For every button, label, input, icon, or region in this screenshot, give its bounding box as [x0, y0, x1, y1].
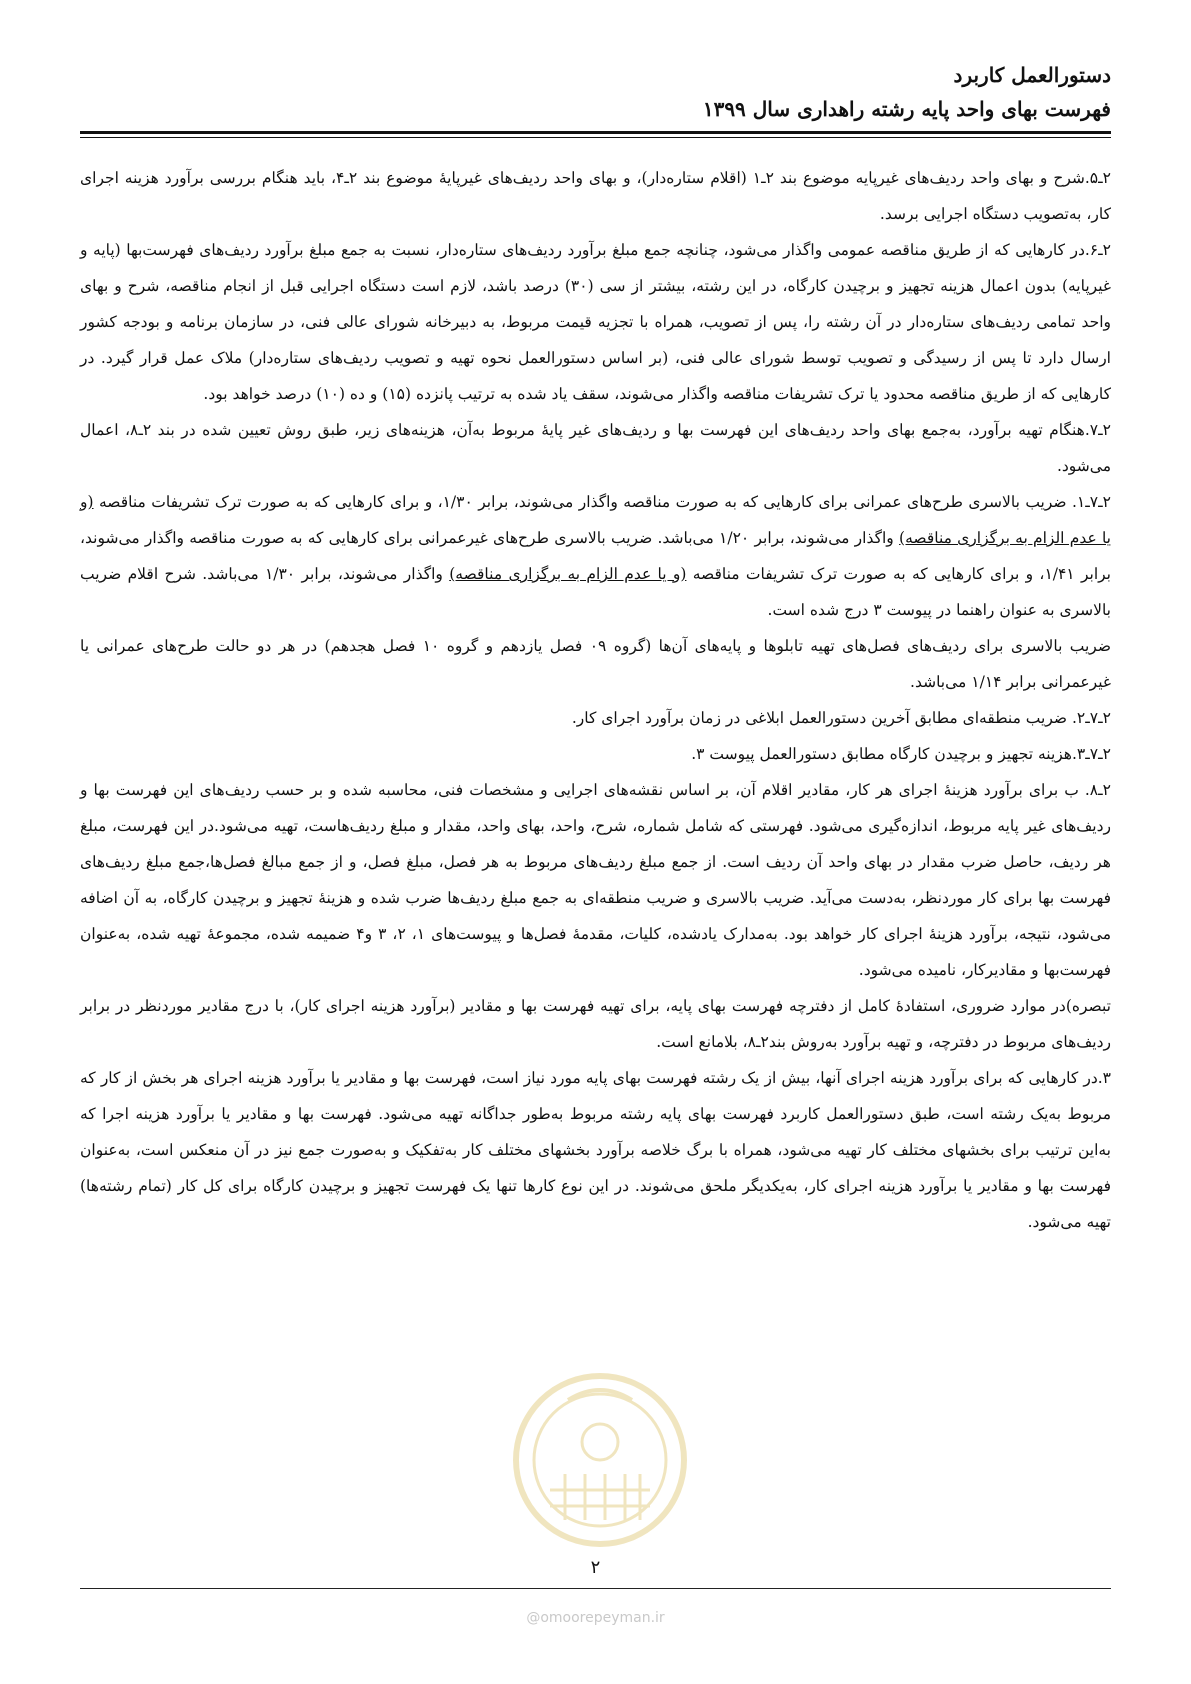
paragraph-2-7-3: ۲ـ۷ـ۳.هزینه تجهیز و برچیدن کارگاه مطابق دستورالعمل پیوست ۳. [691, 745, 1111, 763]
watermark-url: @omoorepeyman.ir [526, 1610, 665, 1626]
document-body [80, 160, 1111, 1240]
footer-rule [80, 1588, 1111, 1589]
page-header [80, 58, 1111, 126]
paragraph-2-7-1-part-b: واگذار می‌شوند، برابر ۱/۲۰ می‌باشد. ضریب بالاسری طرح‌های غیرعمرانی برای کارهایی که به صورت مناقصه واگذار می‌شوند، برابر ۱/۴۱، و برای کارهایی که به صورت ترک تشریفات مناقصه [80, 529, 1111, 583]
underlined-clause: (و یا عدم الزام به برگزاری مناقصه) [449, 565, 687, 583]
underlined-clause: (و یا عدم الزام به برگزاری مناقصه) [80, 493, 1111, 547]
paragraph-2-7-1-part-a: ۲ـ۷ـ۱. ضریب بالاسری طرح‌های عمرانی برای کارهایی که به صورت مناقصه واگذار می‌شوند، برابر ۱/۳۰، و برای کارهایی که به صورت ترک تشریفات مناقصه [93, 493, 1111, 511]
paragraph-note: تبصره)در موارد ضروری، استفادهٔ کامل از دفترچه فهرست بهای پایه، برای تهیه فهرست بها و مقادیر (برآورد هزینه اجرای کار)، با درج مقادیر موردنظر در برابر ردیف‌های مربوط در دفترچه، و تهیه برآورد به‌روش بند۲ـ۸، بلامانع است. [80, 997, 1111, 1051]
paragraph-3: ۳.در کارهایی که برای برآورد هزینه اجرای آنها، بیش از یک رشته فهرست بهای پایه مورد نیاز است، فهرست بها و مقادیر یا برآورد هزینه اجرای هر بخش از کار که مربوط به‌یک رشته است، طبق دستورالعمل کاربرد فهرست بهای پایه رشته مربوط به‌طور جداگانه تهیه می‌شود. فهرست بها و مقادیر یا برآورد هزینه اجرا که به‌این ترتیب برای بخشهای مختلف کار تهیه می‌شود، همراه با برگ خلاصه برآورد بخشهای مختلف کار به‌تفکیک و به‌صورت جمع نیز در آن منعکس است، به‌عنوان فهرست بها و مقادیر یا برآورد هزینه اجرای کار، به‌یکدیگر ملحق می‌شوند. در این نوع کارها تنها یک فهرست تجهیز و برچیدن کارگاه برای کل کار (تمام رشته‌ها) تهیه می‌شود. [80, 1069, 1111, 1231]
paragraph-2-7-2: ۲ـ۷ـ۲. ضریب منطقه‌ای مطابق آخرین دستورالعمل ابلاغی در زمان برآورد اجرای کار. [571, 709, 1111, 727]
page-number: ۲ [590, 1557, 601, 1578]
header-subtitle: فهرست بهای واحد پایه رشته راهداری سال ۱۳۹۹ [702, 97, 1111, 121]
paragraph-2-7-1 [80, 484, 1111, 628]
paragraph-overhead-signs: ضریب بالاسری برای ردیف‌های فصل‌های تهیه تابلوها و پایه‌های آن‌ها (گروه ۰۹ فصل یازدهم و گروه ۱۰ فصل هجدهم) در هر دو حالت طرح‌های عمرانی یا غیرعمرانی برابر ۱/۱۴ می‌باشد. [80, 637, 1111, 691]
paragraph-2-7: ۲ـ۷.هنگام تهیه برآورد، به‌جمع بهای واحد ردیف‌های این فهرست بها و ردیف‌های غیر پایهٔ مربوط به‌آن، هزینه‌های زیر، طبق روش تعیین شده در بند ۲ـ۸، اعمال می‌شود. [80, 421, 1111, 475]
paragraph-2-5: ۲ـ۵.شرح و بهای واحد ردیف‌های غیرپایه موضوع بند ۲ـ۱ (اقلام ستاره‌دار)، و بهای واحد ردیف‌های غیرپایهٔ موضوع بند ۲ـ۴، باید هنگام بررسی برآورد هزینه اجرای کار، به‌تصویب دستگاه اجرایی برسد. [80, 169, 1111, 223]
paragraph-2-8: ۲ـ۸. ب برای برآورد هزینهٔ اجرای هر کار، مقادیر اقلام آن، بر اساس نقشه‌های اجرایی و مشخصات فنی، محاسبه شده و بر حسب ردیف‌های این فهرست بها و ردیف‌های غیر پایه مربوط، اندازه‌گیری می‌شود. فهرستی که شامل شماره، شرح، واحد، بهای واحد، مقدار و مبلغ ردیف‌هاست، تهیه می‌شود.در این فهرست، مبلغ هر ردیف، حاصل ضرب مقدار در بهای واحد آن ردیف است. از جمع مبلغ ردیف‌های مربوط به هر فصل، مبلغ فصل، و از جمع مبالغ فصل‌ها،جمع مبلغ ردیف‌های فهرست بها برای کار موردنظر، به‌دست می‌آید. ضریب بالاسری و ضریب منطقه‌ای به جمع مبلغ ردیف‌ها ضرب شده و هزینهٔ تجهیز و برچیدن کارگاه، به آن اضافه می‌شود، نتیجه، برآورد هزینهٔ اجرای کار خواهد بود. به‌مدارک یادشده، کلیات، مقدمهٔ فصل‌ها و پیوست‌های ۱، ۲، ۳ و۴ ضمیمه شده، مجموعهٔ تهیه شده، به‌عنوان فهرست‌بها و مقادیرکار، نامیده می‌شود. [80, 781, 1111, 979]
header-rule-thick [80, 131, 1111, 134]
watermark-seal-icon [510, 1370, 690, 1550]
paragraph-2-6: ۲ـ۶.در کارهایی که از طریق مناقصه عمومی واگذار می‌شود، چنانچه جمع مبلغ برآورد ردیف‌های ستاره‌دار، نسبت به جمع مبلغ برآورد ردیف‌های فهرست‌بها (پایه و غیرپایه) بدون اعمال هزینه تجهیز و برچیدن کارگاه، در این رشته، بیشتر از سی (۳۰) درصد باشد، لازم است دستگاه اجرایی قبل از انجام مناقصه، شرح و بهای واحد تمامی ردیف‌های ستاره‌دار در آن رشته را، پس از تصویب، همراه با تجزیه قیمت مربوط، به دبیرخانه شورای عالی فنی، در سازمان برنامه و بودجه کشور ارسال دارد تا پس از رسیدگی و تصویب توسط شورای عالی فنی، (بر اساس دستورالعمل نحوه تهیه و تصویب ردیف‌های ستاره‌دار) ملاک عمل قرار گیرد. در کارهایی که از طریق مناقصه محدود یا ترک تشریفات مناقصه واگذار می‌شوند، سقف یاد شده به ترتیب پانزده (۱۵) و ده (۱۰) درصد خواهد بود. [80, 241, 1111, 403]
header-rule-thin [80, 137, 1111, 138]
paragraph-2-7-1-part-c: واگذار می‌شوند، برابر ۱/۳۰ می‌باشد. شرح اقلام ضریب بالاسری به عنوان راهنما در پیوست ۳ درج شده است. [80, 565, 1111, 619]
header-title: دستورالعمل کاربرد [953, 63, 1111, 87]
